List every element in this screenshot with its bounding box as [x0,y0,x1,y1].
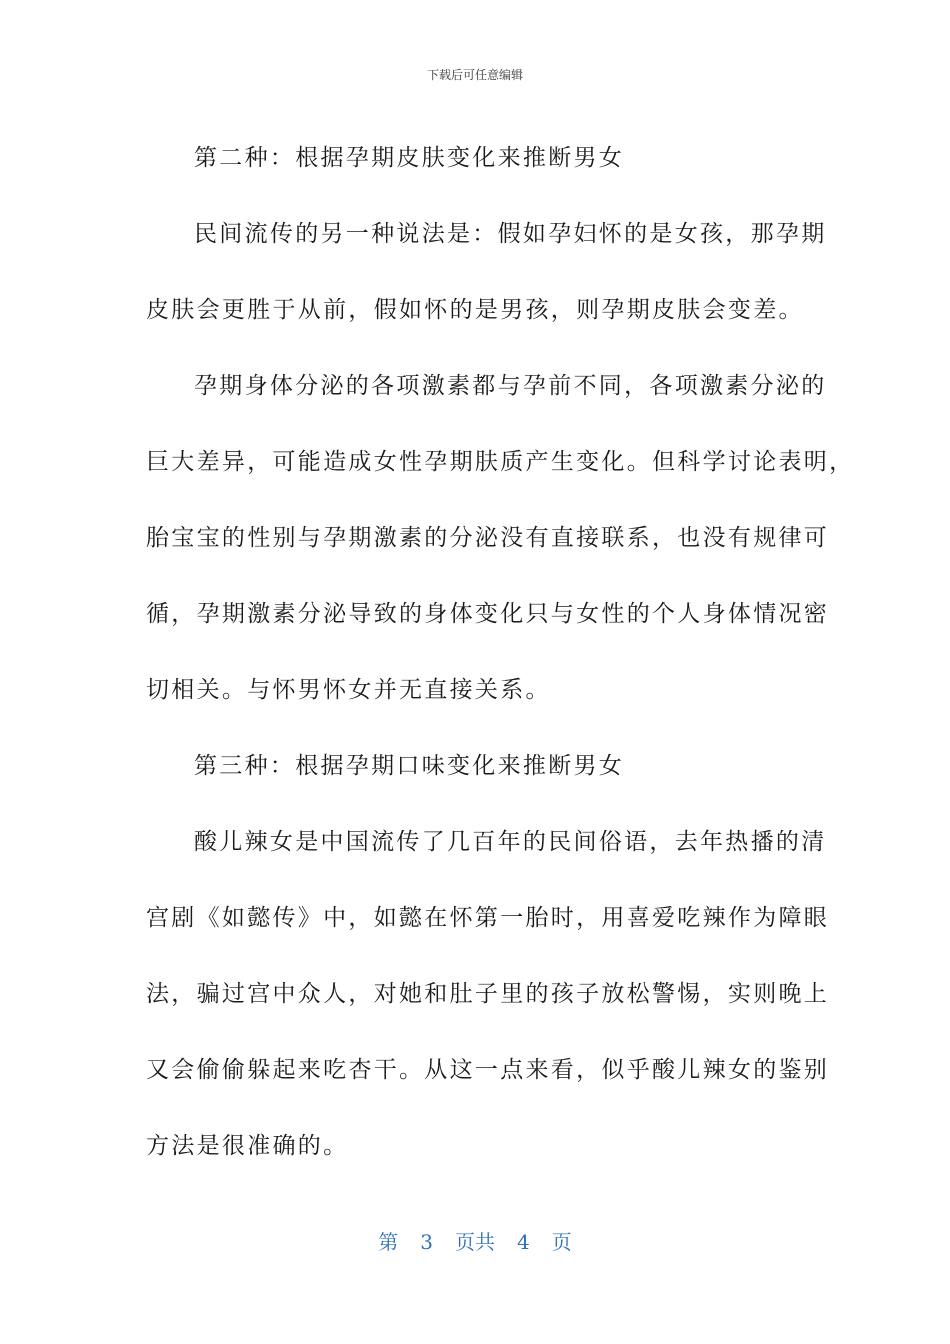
paragraph-line: 宫剧《如懿传》中，如懿在怀第一胎时，用喜爱吃辣作为障眼 [146,905,830,931]
paragraph-line: 方法是很准确的。 [146,1133,349,1159]
footer-middle: 页共 [455,1230,495,1254]
page-header: 下载后可任意编辑 [426,68,523,82]
paragraph-line: 循，孕期激素分泌导致的身体变化只与女性的个人身体情况密 [146,601,830,627]
current-page-number: 3 [420,1230,433,1254]
paragraph-line: 又会偷偷躲起来吃杏干。从这一点来看，似乎酸儿辣女的鉴别 [146,1057,830,1083]
total-pages-number: 4 [517,1230,530,1254]
paragraph-line: 巨大差异，可能造成女性孕期肤质产生变化。但科学讨论表明， [146,449,855,475]
paragraph-line: 酸儿辣女是中国流传了几百年的民间俗语，去年热播的清 [194,829,827,855]
paragraph-line: 法，骗过宫中众人，对她和肚子里的孩子放松警惕，实则晚上 [146,981,830,1007]
paragraph-line: 民间流传的另一种说法是：假如孕妇怀的是女孩，那孕期 [194,221,827,247]
paragraph-line: 皮肤会更胜于从前，假如怀的是男孩，则孕期皮肤会变差。 [146,297,804,323]
paragraph-line: 切相关。与怀男怀女并无直接关系。 [146,677,551,703]
footer-prefix: 第 [378,1230,399,1254]
section-heading: 第三种：根据孕期口味变化来推断男女 [194,753,625,779]
paragraph-line: 孕期身体分泌的各项激素都与孕前不同，各项激素分泌的 [194,373,827,399]
paragraph-line: 胎宝宝的性别与孕期激素的分泌没有直接联系，也没有规律可 [146,525,830,551]
document-body [146,120,855,1184]
footer-suffix: 页 [551,1230,572,1254]
page-footer [0,1226,950,1255]
section-heading: 第二种：根据孕期皮肤变化来推断男女 [194,145,625,171]
